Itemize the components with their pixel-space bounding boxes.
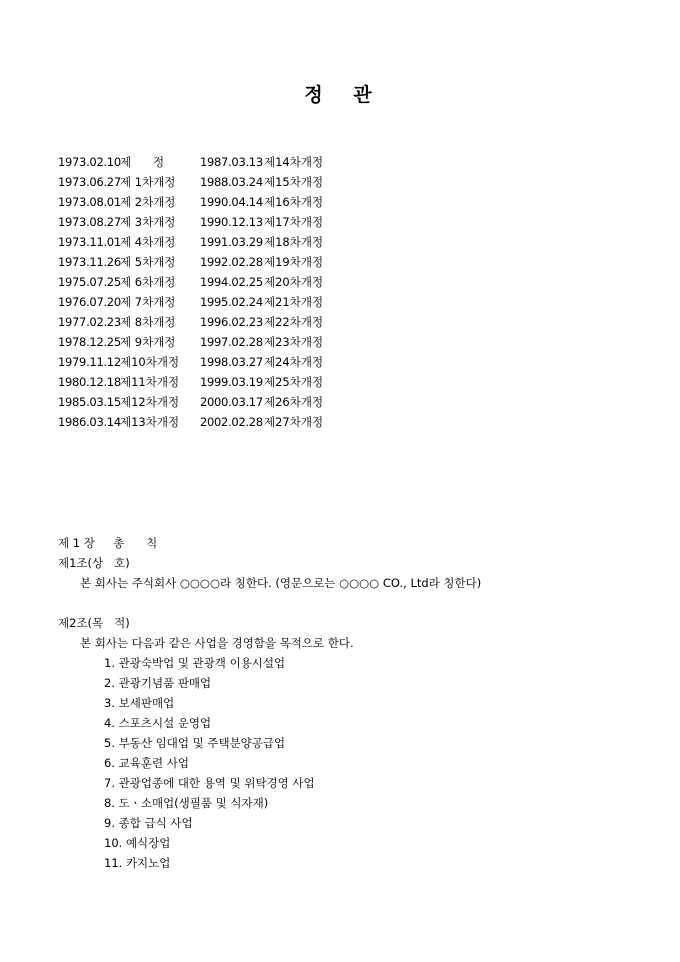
history-date: 1973.08.27	[58, 215, 121, 229]
purpose-item: 5. 부동산 임대업 및 주택분양공급업	[104, 736, 286, 750]
history-revision: 제14차개정	[264, 155, 324, 169]
history-date: 1999.03.19	[200, 375, 263, 389]
revision-history	[58, 152, 354, 432]
history-date: 1994.02.25	[200, 275, 263, 289]
history-revision: 제20차개정	[264, 275, 324, 289]
history-date: 1997.02.28	[200, 335, 263, 349]
history-revision: 제 7차개정	[120, 295, 176, 309]
history-date: 1978.12.25	[58, 335, 121, 349]
history-date: 1973.02.10	[58, 155, 121, 169]
history-row	[58, 372, 354, 392]
history-date: 1985.03.15	[58, 395, 121, 409]
history-date: 2002.02.28	[200, 415, 263, 429]
history-row	[58, 172, 354, 192]
history-revision: 제 5차개정	[120, 255, 176, 269]
history-date: 1990.04.14	[200, 195, 263, 209]
history-date: 1973.11.01	[58, 235, 121, 249]
purpose-item: 9. 종합 급식 사업	[104, 816, 193, 830]
history-date: 1973.11.26	[58, 255, 121, 269]
history-row	[58, 212, 354, 232]
history-date: 1992.02.28	[200, 255, 263, 269]
history-revision: 제 4차개정	[120, 235, 176, 249]
history-revision: 제10차개정	[120, 355, 180, 369]
history-row	[58, 152, 354, 172]
history-date: 1977.02.23	[58, 315, 121, 329]
history-date: 1995.02.24	[200, 295, 263, 309]
history-revision: 제26차개정	[264, 395, 324, 409]
document-title: 정 관	[304, 84, 384, 106]
history-date: 2000.03.17	[200, 395, 263, 409]
article-1-text: 본 회사는 주식회사 ○○○○라 칭한다. (영문으로는 ○○○○ CO., Ltd라 칭한다)	[80, 576, 482, 590]
history-date: 1980.12.18	[58, 375, 121, 389]
history-date: 1991.03.29	[200, 235, 263, 249]
purpose-item: 2. 관광기념품 판매업	[104, 676, 212, 690]
history-revision: 제15차개정	[264, 175, 324, 189]
history-row	[58, 312, 354, 332]
history-revision: 제 1차개정	[120, 175, 176, 189]
history-date: 1975.07.25	[58, 275, 121, 289]
purpose-item: 3. 보세판매업	[104, 696, 175, 710]
history-date: 1996.02.23	[200, 315, 263, 329]
purpose-item: 11. 카지노업	[104, 856, 171, 870]
history-revision: 제27차개정	[264, 415, 324, 429]
history-date: 1990.12.13	[200, 215, 263, 229]
history-row	[58, 272, 354, 292]
purpose-item: 6. 교육훈련 사업	[104, 756, 189, 770]
document-body	[58, 533, 660, 873]
history-revision: 제12차개정	[120, 395, 180, 409]
history-revision: 제22차개정	[264, 315, 324, 329]
history-revision: 제16차개정	[264, 195, 324, 209]
history-revision: 제 3차개정	[120, 215, 176, 229]
history-revision: 제 9차개정	[120, 335, 176, 349]
history-revision: 제21차개정	[264, 295, 324, 309]
history-row	[58, 332, 354, 352]
history-revision: 제 2차개정	[120, 195, 176, 209]
history-revision: 제11차개정	[120, 375, 180, 389]
history-row	[58, 392, 354, 412]
article-1-heading: 제1조(상 호)	[58, 556, 130, 570]
history-date: 1973.06.27	[58, 175, 121, 189]
history-revision: 제 8차개정	[120, 315, 176, 329]
history-row	[58, 192, 354, 212]
history-revision: 제 6차개정	[120, 275, 176, 289]
history-revision: 제17차개정	[264, 215, 324, 229]
purpose-item: 4. 스포츠시설 운영업	[104, 716, 212, 730]
history-revision: 제23차개정	[264, 335, 324, 349]
history-date: 1986.03.14	[58, 415, 121, 429]
history-row	[58, 252, 354, 272]
history-row	[58, 292, 354, 312]
history-revision: 제13차개정	[120, 415, 180, 429]
history-date: 1979.11.12	[58, 355, 121, 369]
purpose-item: 7. 관광업종에 대한 용역 및 위탁경영 사업	[104, 776, 315, 790]
history-revision: 제18차개정	[264, 235, 324, 249]
history-date: 1973.08.01	[58, 195, 121, 209]
history-revision: 제19차개정	[264, 255, 324, 269]
history-row	[58, 352, 354, 372]
history-date: 1987.03.13	[200, 155, 263, 169]
article-2-heading: 제2조(목 적)	[58, 616, 130, 630]
history-row	[58, 412, 354, 432]
purpose-item: 1. 관광숙박업 및 관광객 이용시설업	[104, 656, 286, 670]
history-date: 1988.03.24	[200, 175, 263, 189]
history-row	[58, 232, 354, 252]
history-revision: 제25차개정	[264, 375, 324, 389]
history-date: 1976.07.20	[58, 295, 121, 309]
purpose-item: 8. 도ㆍ소매업(생필품 및 식자재)	[104, 796, 269, 810]
purpose-list	[58, 653, 660, 873]
purpose-item: 10. 예식장업	[104, 836, 171, 850]
chapter-heading: 제 1 장 총 칙	[58, 536, 158, 550]
history-revision: 제 정	[120, 155, 165, 169]
history-revision: 제24차개정	[264, 355, 324, 369]
article-2-text: 본 회사는 다음과 같은 사업을 경영함을 목적으로 한다.	[80, 636, 354, 650]
history-date: 1998.03.27	[200, 355, 263, 369]
